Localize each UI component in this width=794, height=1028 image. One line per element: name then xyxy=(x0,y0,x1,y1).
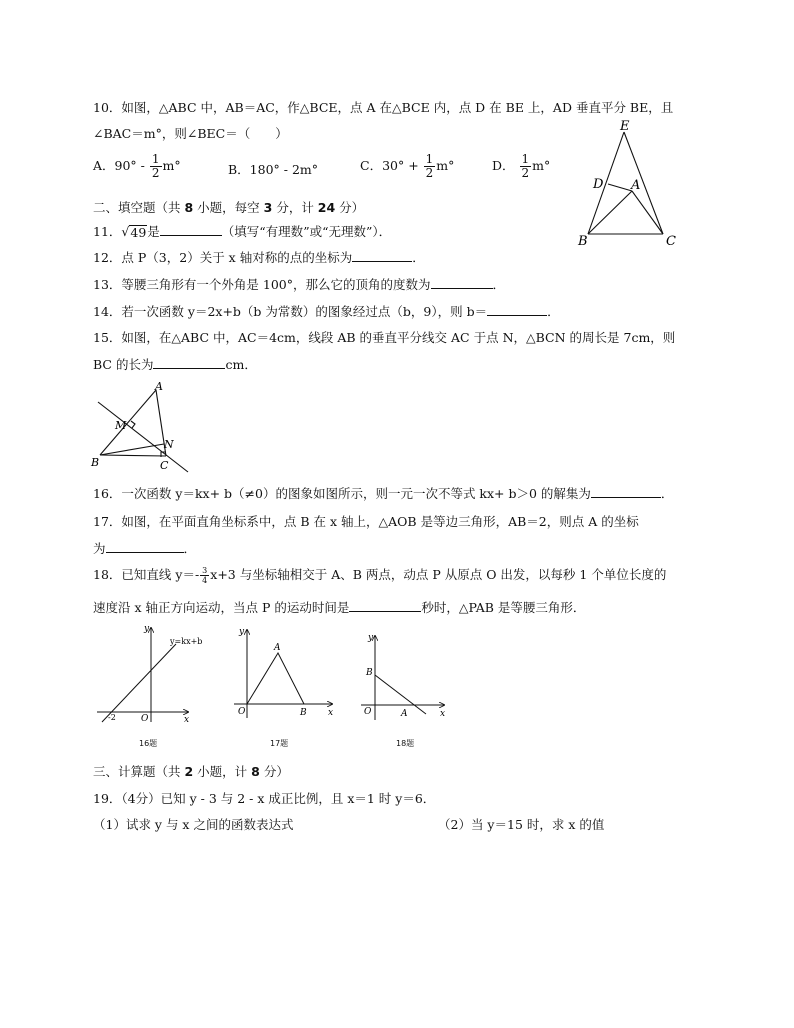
q18-line1 xyxy=(93,565,666,585)
g18-point-b: B xyxy=(366,668,373,678)
q10-option-c[interactable] xyxy=(360,153,454,180)
q17-line2 xyxy=(93,539,196,557)
q15-label-m: M xyxy=(115,419,127,432)
section-2-title-c: 分，计 xyxy=(272,200,318,215)
section-3-title xyxy=(93,762,289,780)
q17-end: ． xyxy=(183,541,197,556)
g16-function-label: y=kx+b xyxy=(170,637,203,646)
q14 xyxy=(93,302,560,320)
q11 xyxy=(93,222,391,240)
half-den: 2 xyxy=(425,166,434,180)
section-3-title-c: 分） xyxy=(259,764,289,779)
q18-fraction xyxy=(200,566,209,585)
half-fraction xyxy=(424,153,436,180)
half-den: 2 xyxy=(151,166,160,180)
g16-x-label: x xyxy=(184,715,190,725)
q13-answer-blank[interactable] xyxy=(431,276,493,289)
section-2-count: 8 xyxy=(184,200,194,215)
q12 xyxy=(93,248,425,266)
q10-stem-line1: 10．如图，△ABC 中，AB＝AC，作△BCE，点 A 在△BCE 内，点 D 在 BE 上，AD 垂直平分 BE，且 xyxy=(93,100,674,115)
q15-label-c: C xyxy=(160,459,169,472)
section-2-title xyxy=(93,198,364,216)
graph-16 xyxy=(92,622,203,727)
q10-label-b: B xyxy=(578,234,588,249)
q11-number: 11． xyxy=(93,224,122,239)
sqrt-radicand: 49 xyxy=(130,225,147,240)
half-num: 1 xyxy=(151,152,160,166)
q15-line2 xyxy=(93,355,257,373)
section-2-total: 24 xyxy=(317,200,336,215)
q16-answer-blank[interactable] xyxy=(591,485,661,498)
q18-text-a: 18．已知直线 y＝- xyxy=(93,567,200,582)
q10-stem-line2: ∠BAC＝m°，则∠BEC＝（ ） xyxy=(93,126,288,141)
q15-end: cm． xyxy=(225,357,257,372)
g17-point-a: A xyxy=(274,643,281,653)
q18-frac-num: 3 xyxy=(202,566,208,575)
section-2-title-d: 分） xyxy=(335,200,365,215)
q10-option-a[interactable] xyxy=(93,153,181,180)
q10-label-a: A xyxy=(631,178,641,193)
q11-hint: （填写“有理数”或“无理数”）． xyxy=(221,224,392,239)
q10-label-d: D xyxy=(593,177,604,192)
q15-label-a: A xyxy=(155,380,163,393)
m-degree: m° xyxy=(532,158,551,173)
g18-y-label: y xyxy=(368,633,374,643)
m-degree: m° xyxy=(436,158,455,173)
g16-caption: 16题 xyxy=(139,739,158,748)
q11-answer-blank[interactable] xyxy=(160,223,222,236)
g16-origin: O xyxy=(141,714,149,724)
g17-caption: 17题 xyxy=(270,739,289,748)
section-2-title-b: 小题，每空 xyxy=(193,200,264,215)
q18-text-c: 速度沿 x 轴正方向运动，当点 P 的运动时间是 xyxy=(93,600,350,615)
section-3-title-a: 三、计算题（共 xyxy=(93,764,185,779)
q17-text: 为 xyxy=(93,541,106,556)
graph-17 xyxy=(228,622,338,727)
q10-triangle-figure xyxy=(578,118,698,252)
q10-option-d-text: D． xyxy=(492,158,515,173)
q18-frac-den: 4 xyxy=(202,576,208,585)
g16-intercept: -2 xyxy=(108,713,116,722)
section-3-count: 2 xyxy=(184,764,194,779)
section-3-title-b: 小题，计 xyxy=(193,764,252,779)
q13-text: 13．等腰三角形有一个外角是 100°，那么它的顶角的度数为 xyxy=(93,277,431,292)
q19-stem: 19．（4分）已知 y - 3 与 2 - x 成正比例，且 x＝1 时 y＝6． xyxy=(93,791,436,806)
q19-part-2: （2）当 y＝15 时，求 x 的值 xyxy=(438,817,605,832)
graph-18 xyxy=(358,628,448,728)
sqrt-symbol: √ 49 xyxy=(121,224,147,240)
q16 xyxy=(93,484,673,502)
q15-answer-blank[interactable] xyxy=(153,356,225,369)
q16-end: ． xyxy=(660,486,674,501)
half-num: 1 xyxy=(521,152,530,166)
q12-end: ． xyxy=(412,250,425,265)
g18-x-label: x xyxy=(440,709,446,719)
half-den: 2 xyxy=(521,166,530,180)
q17-answer-blank[interactable] xyxy=(106,540,184,553)
q12-answer-blank[interactable] xyxy=(352,249,412,262)
half-fraction xyxy=(150,153,162,180)
half-fraction xyxy=(520,153,532,180)
half-num: 1 xyxy=(425,152,434,166)
q15-text: BC 的长为 xyxy=(93,357,154,372)
g18-origin: O xyxy=(364,707,372,717)
section-2-points-each: 3 xyxy=(263,200,273,215)
q10-label-e: E xyxy=(620,119,630,134)
q13-end: ． xyxy=(492,277,506,292)
g17-x-label: x xyxy=(328,708,334,718)
q15-label-b: B xyxy=(91,456,100,469)
g18-point-a: A xyxy=(401,709,408,719)
q19-part-1: （1）试求 y 与 x 之间的函数表达式 xyxy=(93,817,294,832)
q18-text-d: 秒时，△PAB 是等腰三角形． xyxy=(421,600,586,615)
q18-answer-blank[interactable] xyxy=(349,599,421,612)
q10-option-b[interactable]: B．180° - 2m° xyxy=(228,162,319,177)
q14-answer-blank[interactable] xyxy=(487,303,547,316)
q14-text: 14．若一次函数 y＝2x+b（b 为常数）的图象经过点（b，9），则 b＝ xyxy=(93,304,488,319)
q17-line1: 17．如图，在平面直角坐标系中，点 B 在 x 轴上，△AOB 是等边三角形，AB＝2，则点 A 的坐标 xyxy=(93,514,639,529)
q13 xyxy=(93,275,505,293)
q14-end: ． xyxy=(547,304,560,319)
q18-line2 xyxy=(93,598,585,616)
q10-option-d[interactable] xyxy=(492,153,550,180)
q15-line1: 15．如图，在△ABC 中，AC＝4cm，线段 AB 的垂直平分线交 AC 于点 N，△BCN 的周长是 7cm，则 xyxy=(93,330,676,345)
g18-caption: 18题 xyxy=(396,739,415,748)
q18-text-b: x+3 与坐标轴相交于 A、B 两点，动点 P 从原点 O 出发，以每秒 1 个单位长度的 xyxy=(210,567,667,582)
q10-option-c-text: C．30° + xyxy=(360,158,419,173)
q10-label-c: C xyxy=(666,234,676,249)
m-degree: m° xyxy=(162,158,181,173)
g17-point-b: B xyxy=(300,708,307,718)
q11-text: 是 xyxy=(147,224,160,239)
q10-option-a-text: A．90° - xyxy=(93,158,145,173)
q15-label-n: N xyxy=(164,438,174,451)
g16-y-label: y xyxy=(144,624,150,634)
q16-text: 16．一次函数 y＝kx+ b（≠0）的图象如图所示，则一元一次不等式 kx+ b＞0 的解集为 xyxy=(93,486,591,501)
q12-text: 12．点 P（3，2）关于 x 轴对称的点的坐标为 xyxy=(93,250,353,265)
section-3-total: 8 xyxy=(251,764,260,779)
g17-origin: O xyxy=(238,707,246,717)
q15-triangle-figure xyxy=(88,380,198,474)
section-2-title-a: 二、填空题（共 xyxy=(93,200,185,215)
g17-y-label: y xyxy=(239,627,245,637)
